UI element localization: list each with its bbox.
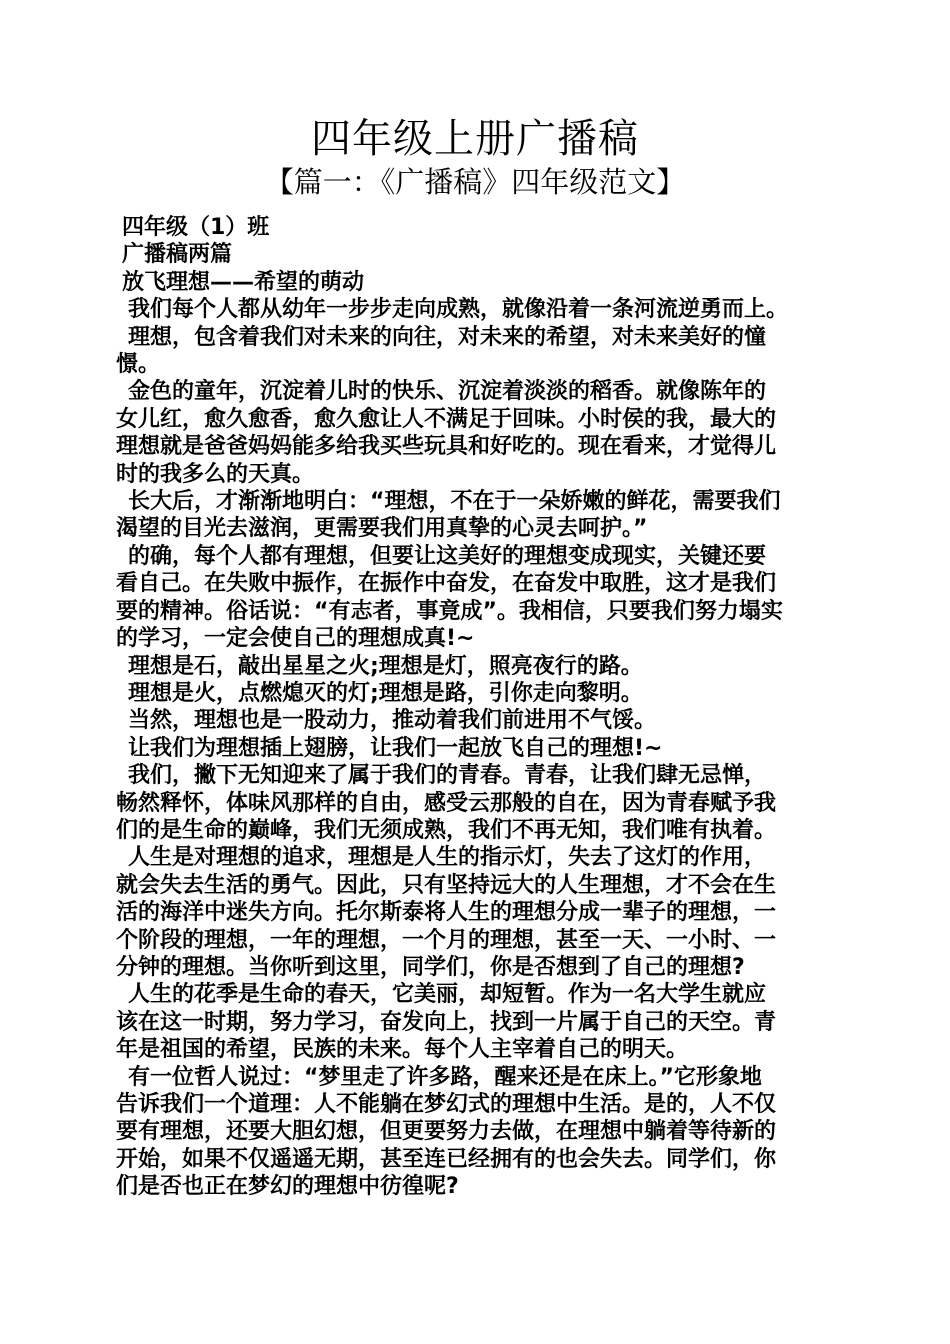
essay-line: 要的精神。俗话说：“有志者，事竟成”。我相信，只要我们努力塌实 xyxy=(116,598,783,624)
essay-title: 放飞理想——希望的萌动 xyxy=(122,269,365,295)
essay-line: 理想是火，点燃熄灭的灯;理想是路，引你走向黎明。 xyxy=(128,680,643,706)
essay-line: 憬。 xyxy=(116,352,161,378)
class-line: 四年级（1）班 xyxy=(122,215,270,240)
essay-line: 告诉我们一个道理：人不能躺在梦幻式的理想中生活。是的，人不仅 xyxy=(116,1092,777,1117)
essay-line: 人生的花季是生命的春天，它美丽，却短暂。作为一名大学生就应 xyxy=(128,982,767,1008)
essay-line: 我们每个人都从幼年一步步走向成熟，就像沿着一条河流逆勇而上。 xyxy=(128,297,789,323)
essay-line: 女儿红，愈久愈香，愈久愈让人不满足于回味。小时侯的我，最大的 xyxy=(116,406,777,432)
essay-line: 们的是生命的巅峰，我们无须成熟，我们不再无知，我们唯有执着。 xyxy=(116,817,777,843)
essay-line: 让我们为理想插上翅膀，让我们一起放飞自己的理想!~ xyxy=(128,735,663,761)
essay-line: 活的海洋中迷失方向。托尔斯泰将人生的理想分成一辈子的理想，一 xyxy=(116,900,777,926)
essay-line: 有一位哲人说过：“梦里走了许多路，醒来还是在床上。”它形象地 xyxy=(128,1064,762,1090)
essay-line: 时的我多么的天真。 xyxy=(116,461,315,487)
essay-line: 个阶段的理想，一年的理想，一个月的理想，甚至一天、一小时、一 xyxy=(116,927,777,953)
essay-line: 就会失去生活的勇气。因此，只有坚持远大的人生理想，才不会在生 xyxy=(116,872,777,898)
document-title: 四年级上册广播稿 xyxy=(311,116,639,162)
essay-line: 分钟的理想。当你听到这里，同学们，你是否想到了自己的理想? xyxy=(116,954,745,980)
essay-line: 理想就是爸爸妈妈能多给我买些玩具和好吃的。现在看来，才觉得儿 xyxy=(116,434,777,460)
document-subtitle: 【篇一：《广播稿》四年级范文】 xyxy=(264,165,686,199)
essay-line: 金色的童年，沉淀着儿时的快乐、沉淀着淡淡的稻香。就像陈年的 xyxy=(128,379,767,405)
essay-line: 们是否也正在梦幻的理想中彷徨呢? xyxy=(116,1174,459,1200)
essay-line: 理想是石，敲出星星之火;理想是灯，照亮夜行的路。 xyxy=(128,653,643,679)
essay-line: 该在这一时期，努力学习，奋发向上，找到一片属于自己的天空。青 xyxy=(116,1009,777,1035)
essay-line: 看自己。在失败中振作，在振作中奋发，在奋发中取胜，这才是我们 xyxy=(116,571,777,597)
essay-line: 开始，如果不仅遥遥无期，甚至连已经拥有的也会失去。同学们，你 xyxy=(116,1146,777,1172)
essay-line: 我们，撇下无知迎来了属于我们的青春。青春，让我们肆无忌惮， xyxy=(128,763,767,789)
essay-line: 当然，理想也是一股动力，推动着我们前进用不气馁。 xyxy=(128,708,657,734)
document-body xyxy=(116,214,836,1201)
essay-line: 年是祖国的希望，民族的未来。每个人主宰着自己的明天。 xyxy=(116,1037,689,1063)
essay-line: 长大后，才渐渐地明白：“理想，不在于一朵娇嫩的鲜花，需要我们 xyxy=(128,489,781,515)
essay-line: 理想，包含着我们对未来的向往，对未来的希望，对未来美好的憧 xyxy=(128,324,767,350)
collection-line: 广播稿两篇 xyxy=(122,242,233,268)
essay-line: 人生是对理想的追求，理想是人生的指示灯，失去了这灯的作用， xyxy=(128,845,767,871)
essay-line: 渴望的目光去滋润，更需要我们用真挚的心灵去呵护。” xyxy=(116,516,648,542)
essay-line: 的学习，一定会使自己的理想成真!~ xyxy=(116,626,475,652)
essay-line: 畅然释怀，体味风那样的自由，感受云那般的自在，因为青春赋予我 xyxy=(116,790,777,816)
essay-line: 要有理想，还要大胆幻想，但更要努力去做，在理想中躺着等待新的 xyxy=(116,1119,777,1145)
essay-text xyxy=(116,296,836,1200)
essay-line: 的确，每个人都有理想，但要让这美好的理想变成现实，关键还要 xyxy=(128,543,767,569)
